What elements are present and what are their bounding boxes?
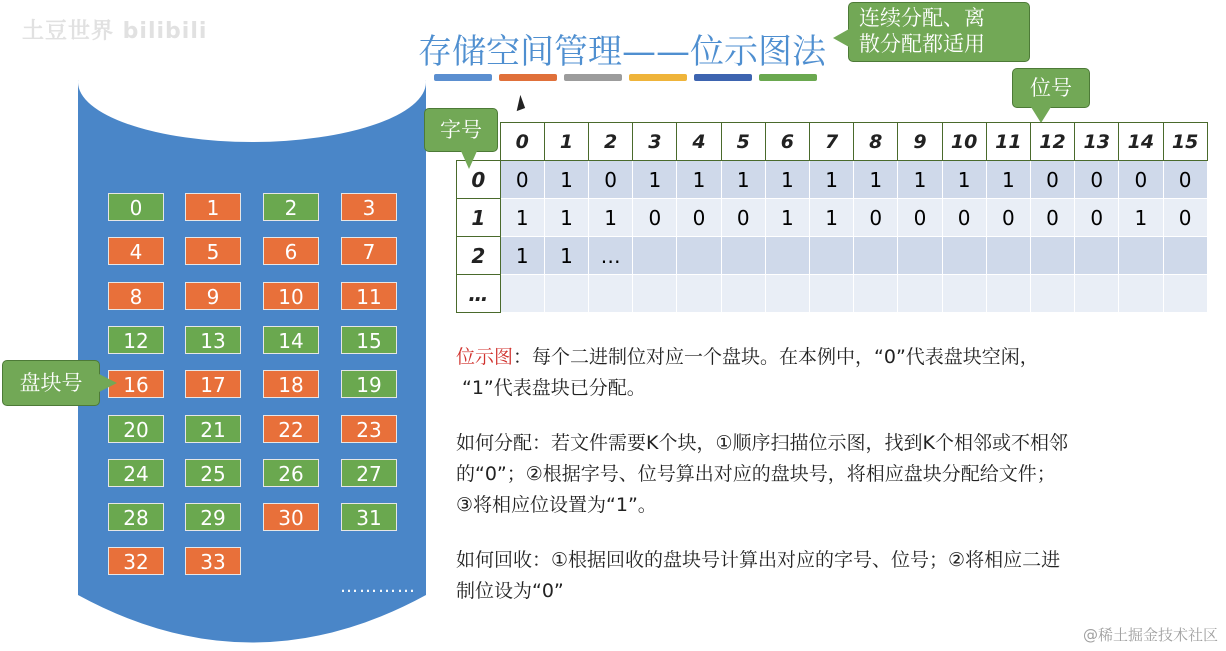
reclaim-line-2: 制位设为“0” [456, 580, 564, 602]
bit-cell: 0 [1030, 161, 1074, 199]
disk-block: 8 [108, 282, 164, 310]
bit-number-header: 3 [633, 123, 677, 161]
bit-cell [633, 237, 677, 275]
bit-cell: 0 [1030, 199, 1074, 237]
disk-block: 11 [341, 282, 397, 310]
bit-cell: 0 [854, 199, 898, 237]
bit-cell: 0 [500, 161, 544, 199]
disk-block: 0 [108, 193, 164, 221]
reclaim-line-1: 如何回收：①根据回收的盘块号计算出对应的字号、位号；②将相应二进 [456, 549, 1061, 571]
bit-cell [1119, 275, 1163, 313]
title-color-bar [759, 74, 817, 81]
bit-cell [942, 237, 986, 275]
bit-cell: 0 [1119, 161, 1163, 199]
bit-number-header: 10 [942, 123, 986, 161]
bit-number-header: 15 [1163, 123, 1207, 161]
disk-block: 4 [108, 237, 164, 265]
bit-number-header: 14 [1119, 123, 1163, 161]
bit-cell: 1 [986, 161, 1030, 199]
bit-cell: 1 [1119, 199, 1163, 237]
bit-cell: 1 [854, 161, 898, 199]
bit-cell [854, 275, 898, 313]
word-number-header: 2 [457, 237, 501, 275]
bit-number-header: 9 [898, 123, 942, 161]
bit-number-header: 12 [1030, 123, 1074, 161]
bit-cell [986, 237, 1030, 275]
bitmap-row [457, 199, 1208, 237]
bit-cell: 0 [1163, 161, 1207, 199]
disk-block: 13 [185, 326, 241, 354]
bit-cell [765, 237, 809, 275]
callout-bit-number: 位号 [1012, 68, 1090, 108]
bit-number-header: 5 [721, 123, 765, 161]
definition-paragraph [456, 342, 1226, 404]
callout-applicability-line1: 连续分配、离 [859, 6, 985, 30]
bit-cell: 0 [1075, 199, 1119, 237]
bit-cell: 0 [986, 199, 1030, 237]
bit-cell [633, 275, 677, 313]
bit-cell: 0 [677, 199, 721, 237]
bit-cell: 0 [1163, 199, 1207, 237]
bit-number-header: 2 [589, 123, 633, 161]
disk-block: 16 [108, 370, 164, 398]
bit-cell [942, 275, 986, 313]
callout-word-number: 字号 [424, 108, 498, 152]
disk-block: 28 [108, 503, 164, 531]
disk-block: 9 [185, 282, 241, 310]
bit-cell: 1 [544, 161, 588, 199]
bit-number-header: 0 [500, 123, 544, 161]
word-number-header: 1 [457, 199, 501, 237]
bit-cell [544, 275, 588, 313]
definition-line-2: “1”代表盘块已分配。 [462, 377, 646, 399]
bit-cell [1075, 237, 1119, 275]
watermark-bottom-right: @稀土掘金技术社区 [1082, 626, 1218, 644]
page-title: 存储空间管理——位示图法 [418, 32, 826, 72]
disk-block: 3 [341, 193, 397, 221]
bit-number-header: 11 [986, 123, 1030, 161]
bit-cell [721, 275, 765, 313]
bit-cell [898, 275, 942, 313]
bit-number-header: 6 [765, 123, 809, 161]
allocation-paragraph [456, 428, 1226, 521]
bit-cell: 0 [633, 199, 677, 237]
watermark-top-left: 土豆世界 bilibili [22, 19, 208, 44]
disk-block: 18 [263, 370, 319, 398]
bit-cell [898, 237, 942, 275]
allocation-line-3: ③将相应位设置为“1”。 [456, 494, 657, 516]
allocation-line-2: 的“0”；②根据字号、位号算出对应的盘块号，将相应盘块分配给文件； [456, 463, 1056, 485]
bit-cell: 1 [500, 199, 544, 237]
disk-block: 7 [341, 237, 397, 265]
bit-cell [986, 275, 1030, 313]
disk-block: 19 [341, 370, 397, 398]
word-number-header: … [457, 275, 501, 313]
bit-cell: 1 [898, 161, 942, 199]
bit-cell: 1 [765, 161, 809, 199]
bit-cell [677, 275, 721, 313]
bit-cell [1119, 237, 1163, 275]
bit-cell: 1 [633, 161, 677, 199]
bit-cell: 1 [677, 161, 721, 199]
bitmap-table [456, 122, 1208, 313]
disk-block: 26 [263, 459, 319, 487]
bit-cell [500, 275, 544, 313]
bit-cell [810, 275, 854, 313]
bit-cell: 0 [898, 199, 942, 237]
bitmap-row [457, 237, 1208, 275]
disk-block: 21 [185, 415, 241, 443]
disk-block: 24 [108, 459, 164, 487]
bit-cell: 1 [544, 237, 588, 275]
definition-text: ：每个二进制位对应一个盘块。在本例中，“0”代表盘块空闲， [513, 346, 1039, 368]
title-color-bar [499, 74, 557, 81]
disk-block: 1 [185, 193, 241, 221]
disk-block: 2 [263, 193, 319, 221]
callout-applicability [848, 2, 1030, 62]
bit-cell: … [589, 237, 633, 275]
disk-block: 6 [263, 237, 319, 265]
title-color-bar [564, 74, 622, 81]
disk-block: 30 [263, 503, 319, 531]
bit-cell: 1 [810, 161, 854, 199]
title-color-bar [629, 74, 687, 81]
definition-line-1 [456, 342, 1226, 373]
bit-number-header: 4 [677, 123, 721, 161]
bit-cell [810, 237, 854, 275]
disk-cylinder [78, 40, 426, 650]
bit-number-header: 7 [810, 123, 854, 161]
bit-cell [677, 237, 721, 275]
bit-cell: 1 [942, 161, 986, 199]
allocation-line-1: 如何分配：若文件需要K个块，①顺序扫描位示图，找到K个相邻或不相邻 [456, 432, 1068, 454]
bit-cell: 1 [765, 199, 809, 237]
disk-block: 31 [341, 503, 397, 531]
bit-cell [854, 237, 898, 275]
bit-number-header: 8 [854, 123, 898, 161]
bit-cell: 1 [589, 199, 633, 237]
disk-block: 23 [341, 415, 397, 443]
more-blocks-ellipsis: ………… [340, 576, 416, 597]
bit-cell: 1 [810, 199, 854, 237]
disk-block: 27 [341, 459, 397, 487]
reclaim-paragraph [456, 545, 1226, 607]
bitmap-row [457, 161, 1208, 199]
callout-applicability-line2: 散分配都适用 [859, 32, 985, 56]
disk-block: 33 [185, 547, 241, 575]
bit-cell: 0 [589, 161, 633, 199]
disk-block: 29 [185, 503, 241, 531]
disk-block: 10 [263, 282, 319, 310]
title-color-bar [694, 74, 752, 81]
disk-block: 14 [263, 326, 319, 354]
disk-block: 12 [108, 326, 164, 354]
bit-cell: 0 [721, 199, 765, 237]
disk-block: 32 [108, 547, 164, 575]
bit-cell [1030, 237, 1074, 275]
bit-cell: 1 [721, 161, 765, 199]
bit-cell: 0 [942, 199, 986, 237]
disk-block: 25 [185, 459, 241, 487]
callout-block-number: 盘块号 [2, 360, 100, 406]
disk-block: 22 [263, 415, 319, 443]
title-color-bar [434, 74, 492, 81]
bit-cell: 1 [500, 237, 544, 275]
bit-cell [1163, 275, 1207, 313]
bit-cell [1163, 237, 1207, 275]
bit-number-header: 1 [544, 123, 588, 161]
bitmap-row [457, 275, 1208, 313]
bit-cell: 1 [544, 199, 588, 237]
word-number-header: 0 [457, 161, 501, 199]
term-bitmap: 位示图 [456, 346, 514, 368]
bit-cell [589, 275, 633, 313]
disk-block: 15 [341, 326, 397, 354]
bit-cell [765, 275, 809, 313]
disk-block: 5 [185, 237, 241, 265]
explanation-text [456, 342, 1226, 631]
bit-cell: 0 [1075, 161, 1119, 199]
disk-block: 17 [185, 370, 241, 398]
bit-number-header: 13 [1075, 123, 1119, 161]
mouse-cursor-icon [512, 95, 525, 111]
bit-cell [721, 237, 765, 275]
bit-cell [1030, 275, 1074, 313]
disk-block: 20 [108, 415, 164, 443]
bit-cell [1075, 275, 1119, 313]
